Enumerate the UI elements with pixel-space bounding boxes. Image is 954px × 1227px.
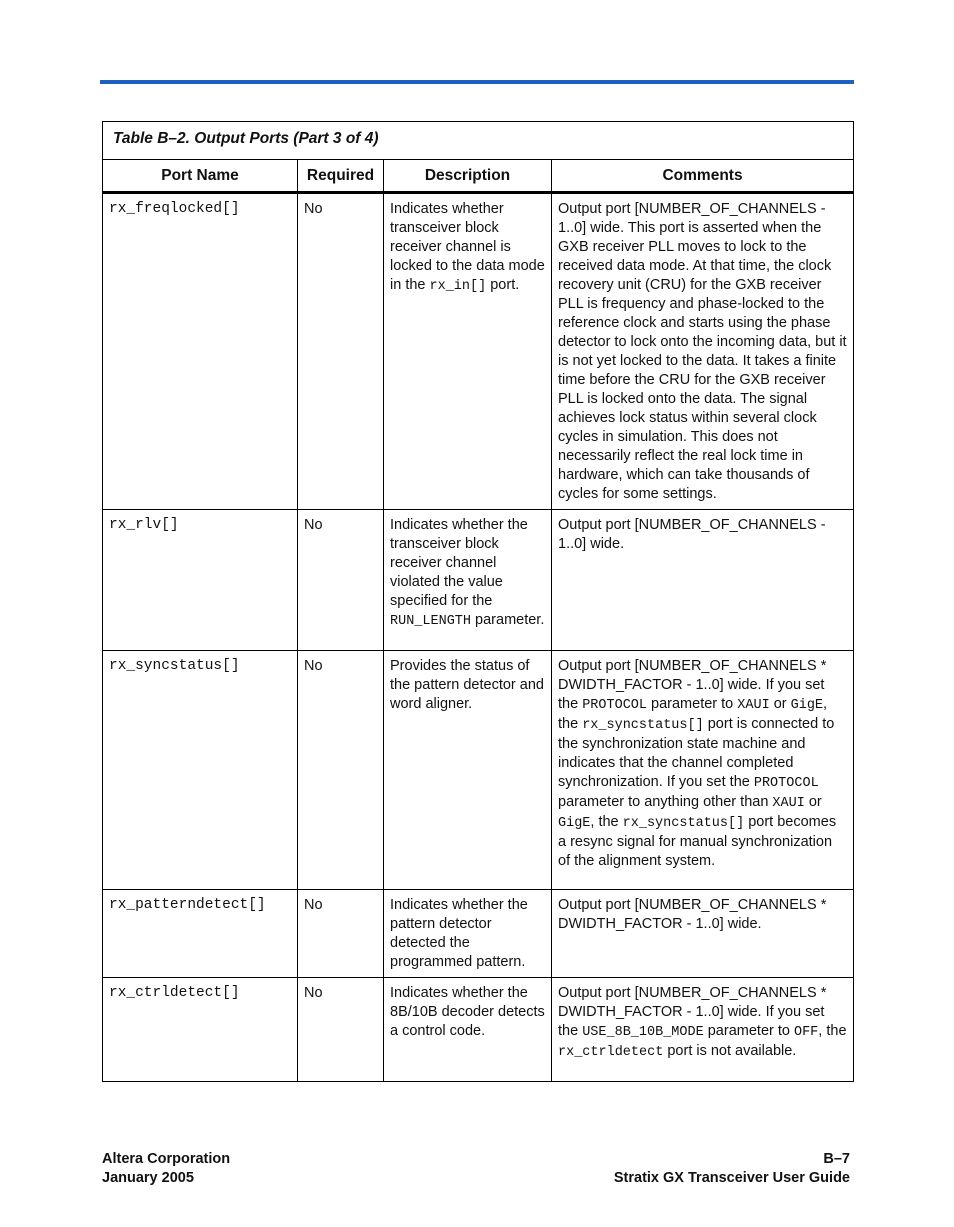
footer-right	[614, 1150, 850, 1188]
required-cell: No	[298, 510, 384, 651]
text-fragment: Output port [NUMBER_OF_CHANNELS - 1..0] wide.	[558, 517, 826, 552]
header-rule	[100, 80, 854, 84]
text-fragment: or	[804, 794, 822, 810]
text-fragment: Indicates whether the 8B/10B decoder detects a control code.	[390, 985, 545, 1039]
comments-cell	[552, 978, 854, 1082]
table-row	[103, 193, 854, 510]
text-fragment: parameter to anything other than	[558, 794, 773, 810]
description-cell	[384, 651, 552, 890]
port-name-cell: rx_rlv[]	[103, 510, 298, 651]
text-fragment: parameter.	[471, 612, 545, 628]
port-name-cell: rx_syncstatus[]	[103, 651, 298, 890]
footer-date: January 2005	[102, 1170, 194, 1186]
text-fragment: Output port [NUMBER_OF_CHANNELS - 1..0] wide. This port is asserted when the GXB receiver PLL moves to lock to the received data mode. At that time, the clock recovery unit (CRU) for the GXB receiver PLL is frequency and phase-locked to the reference clock and starts using the phase detector to lock onto the incoming data, but it is not yet locked to the data. It takes a finite time before the CRU for the GXB receiver PLL is locked onto the data. The signal achieves lock status within several clock cycles in simulation. This does not necessarily reflect the real lock time in hardware, which can take thousands of cycles for some settings.	[558, 201, 847, 502]
required-cell: No	[298, 890, 384, 978]
text-fragment: port is connected to the synchronization state machine and indicates that the channel completed synchronization. If you set the	[558, 716, 835, 790]
table-row	[103, 890, 854, 978]
required-cell: No	[298, 193, 384, 510]
output-ports-table	[102, 121, 854, 1082]
code-fragment: GigE	[558, 816, 591, 831]
code-fragment: rx_in[]	[429, 279, 487, 294]
text-fragment: Provides the status of the pattern detector and word aligner.	[390, 658, 544, 712]
table-row	[103, 651, 854, 890]
text-fragment: Output port [NUMBER_OF_CHANNELS * DWIDTH_FACTOR - 1..0] wide.	[558, 897, 827, 932]
footer-page-number: B–7	[823, 1151, 850, 1167]
text-fragment: , the	[558, 696, 828, 732]
port-name-cell: rx_ctrldetect[]	[103, 978, 298, 1082]
comments-cell	[552, 510, 854, 651]
text-fragment: Indicates whether the pattern detector detected the programmed pattern.	[390, 897, 528, 970]
table-row	[103, 510, 854, 651]
text-fragment: Indicates whether the transceiver block receiver channel violated the value specified for the	[390, 517, 528, 609]
text-fragment: , the	[818, 1023, 847, 1039]
text-fragment: Output port [NUMBER_OF_CHANNELS * DWIDTH_FACTOR - 1..0] wide. If you set the	[558, 658, 827, 712]
column-header-port-name: Port Name	[103, 160, 298, 193]
footer-company: Altera Corporation	[102, 1151, 231, 1167]
required-cell: No	[298, 651, 384, 890]
text-fragment: port is not available.	[663, 1043, 797, 1059]
column-header-description: Description	[384, 160, 552, 193]
comments-cell	[552, 890, 854, 978]
footer-guide-title: Stratix GX Transceiver User Guide	[613, 1170, 850, 1186]
text-fragment: Output port [NUMBER_OF_CHANNELS * DWIDTH_FACTOR - 1..0] wide. If you set the	[558, 985, 827, 1039]
required-cell: No	[298, 978, 384, 1082]
description-cell	[384, 890, 552, 978]
description-cell	[384, 510, 552, 651]
code-fragment: rx_syncstatus[]	[582, 718, 704, 733]
table-body	[103, 193, 854, 1082]
table-row	[103, 978, 854, 1082]
code-fragment: rx_ctrldetect	[558, 1045, 664, 1060]
code-fragment: PROTOCOL	[582, 698, 647, 713]
code-fragment: PROTOCOL	[753, 776, 819, 791]
column-header-comments: Comments	[552, 160, 854, 193]
port-name-cell: rx_freqlocked[]	[103, 193, 298, 510]
code-fragment: USE_8B_10B_MODE	[582, 1025, 704, 1040]
comments-cell	[552, 193, 854, 510]
description-cell	[384, 978, 552, 1082]
text-fragment: port.	[486, 277, 520, 293]
text-fragment: parameter to	[703, 1023, 794, 1039]
code-fragment: RUN_LENGTH	[390, 614, 472, 629]
text-fragment: or	[769, 696, 791, 712]
footer-left	[102, 1150, 230, 1188]
code-fragment: XAUI	[737, 698, 770, 713]
text-fragment: parameter to	[647, 696, 738, 712]
text-fragment: , the	[590, 814, 623, 830]
description-cell	[384, 193, 552, 510]
table-header-row	[103, 160, 854, 193]
column-header-required: Required	[298, 160, 384, 193]
code-fragment: XAUI	[772, 796, 805, 811]
port-name-cell: rx_patterndetect[]	[103, 890, 298, 978]
text-fragment: port becomes a resync signal for manual synchronization of the alignment system.	[558, 814, 837, 869]
comments-cell	[552, 651, 854, 890]
table-caption: Table B–2. Output Ports (Part 3 of 4)	[103, 122, 854, 160]
code-fragment: rx_syncstatus[]	[622, 816, 745, 831]
code-fragment: OFF	[793, 1025, 819, 1040]
code-fragment: GigE	[790, 698, 824, 713]
text-fragment: Indicates whether transceiver block receiver channel is locked to the data mode in the	[390, 201, 545, 293]
